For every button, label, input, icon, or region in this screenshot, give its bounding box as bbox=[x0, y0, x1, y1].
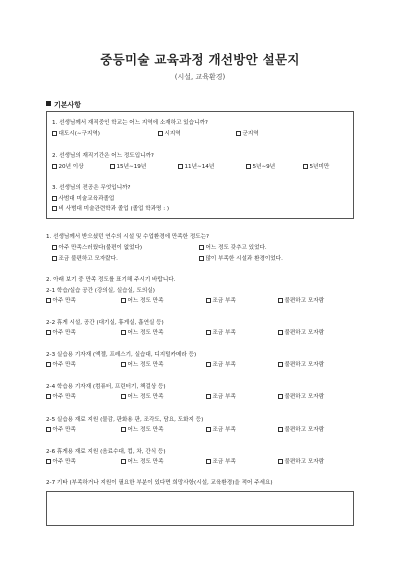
option-label: 아주 만족 bbox=[52, 459, 76, 465]
section-heading-label: 기본사항 bbox=[54, 101, 82, 109]
option-label: 사범대 미술교육과졸업 bbox=[58, 196, 115, 202]
checkbox[interactable] bbox=[46, 330, 51, 335]
checkbox[interactable] bbox=[278, 362, 283, 367]
checkbox[interactable] bbox=[121, 427, 126, 432]
option-label: 비 사범대 미술관련학과 졸업 (졸업 학과명 : ) bbox=[58, 206, 170, 212]
basic-q2-option-4[interactable] bbox=[246, 164, 275, 171]
option-label: 어느 정도 만족 bbox=[127, 362, 164, 368]
option-label: 아주 만족 bbox=[52, 427, 76, 433]
option-label: 불편하고 모자람 bbox=[284, 394, 325, 400]
q2-5-option-4[interactable] bbox=[278, 427, 324, 434]
option-label: 불편하고 모자람 bbox=[284, 362, 325, 368]
main-q2-text: 2. 아래 보기 중 만족 정도를 표기해 주시기 바랍니다. bbox=[46, 277, 176, 283]
option-label: 조금 부족 bbox=[212, 459, 236, 465]
q2-3-option-4[interactable] bbox=[278, 362, 324, 369]
checkbox[interactable] bbox=[110, 164, 115, 169]
main-q1-option-3[interactable] bbox=[52, 256, 118, 263]
q2-2-option-2[interactable] bbox=[121, 330, 163, 337]
checkbox[interactable] bbox=[46, 427, 51, 432]
option-label: 아주 만족 bbox=[52, 394, 76, 400]
checkbox[interactable] bbox=[278, 459, 283, 464]
option-label: 아주 만족 bbox=[52, 298, 76, 304]
checkbox[interactable] bbox=[206, 330, 211, 335]
main-q2-item-6: 2-6 휴게용 재료 지원 (음료수대, 컵, 차, 간식 등) bbox=[46, 449, 166, 455]
q2-4-option-2[interactable] bbox=[121, 394, 163, 401]
basic-q2-option-3[interactable] bbox=[178, 164, 214, 171]
q2-2-option-3[interactable] bbox=[206, 330, 236, 337]
option-label: 아주 만족 bbox=[52, 330, 76, 336]
feedback-textarea[interactable] bbox=[46, 491, 354, 526]
option-label: 불편하고 모자람 bbox=[284, 459, 325, 465]
main-q1-option-4[interactable] bbox=[199, 256, 283, 263]
option-label: 어느 정도 만족 bbox=[127, 394, 164, 400]
checkbox[interactable] bbox=[278, 427, 283, 432]
q2-1-option-1[interactable] bbox=[46, 298, 76, 305]
option-label: 불편하고 모자람 bbox=[284, 427, 325, 433]
checkbox[interactable] bbox=[236, 131, 241, 136]
basic-q3-option-2[interactable] bbox=[52, 206, 169, 213]
checkbox[interactable] bbox=[52, 245, 57, 250]
section-heading-basic bbox=[46, 100, 81, 110]
option-label: 조금 부족 bbox=[212, 427, 236, 433]
option-label: 5년미만 bbox=[309, 164, 330, 170]
option-label: 조금 부족 bbox=[212, 362, 236, 368]
checkbox[interactable] bbox=[206, 362, 211, 367]
q2-6-option-1[interactable] bbox=[46, 459, 76, 466]
main-q2-item-4: 2-4 학습용 기자재 (컴퓨터, 프린터기, 책걸상 등) bbox=[46, 384, 166, 390]
basic-q1-option-1[interactable] bbox=[52, 131, 100, 138]
checkbox[interactable] bbox=[52, 206, 57, 211]
checkbox[interactable] bbox=[199, 256, 204, 261]
checkbox[interactable] bbox=[121, 362, 126, 367]
q2-5-option-1[interactable] bbox=[46, 427, 76, 434]
option-label: 어느 정도 만족 bbox=[127, 330, 164, 336]
q2-6-option-3[interactable] bbox=[206, 459, 236, 466]
q2-6-option-4[interactable] bbox=[278, 459, 324, 466]
q2-5-option-2[interactable] bbox=[121, 427, 163, 434]
option-label: 15년∼19년 bbox=[116, 164, 147, 170]
q2-4-option-4[interactable] bbox=[278, 394, 324, 401]
basic-q3-text: 3. 선생님의 전공은 무엇입니까? bbox=[52, 185, 131, 191]
checkbox[interactable] bbox=[158, 131, 163, 136]
option-label: 11년∼14년 bbox=[184, 164, 215, 170]
checkbox[interactable] bbox=[278, 298, 283, 303]
option-label: 불편하고 모자람 bbox=[284, 330, 325, 336]
checkbox[interactable] bbox=[121, 298, 126, 303]
checkbox[interactable] bbox=[52, 256, 57, 261]
checkbox[interactable] bbox=[46, 394, 51, 399]
option-label: 군지역 bbox=[242, 131, 259, 137]
main-q2-item-3: 2-3 실습용 기자재 (액젤, 프레스기, 실습대, 디지털카메라 등) bbox=[46, 352, 197, 358]
page-title: 중등미술 교육과정 개선방안 설문지 bbox=[100, 52, 300, 67]
checkbox[interactable] bbox=[121, 459, 126, 464]
checkbox[interactable] bbox=[121, 394, 126, 399]
checkbox[interactable] bbox=[121, 330, 126, 335]
checkbox[interactable] bbox=[206, 394, 211, 399]
checkbox[interactable] bbox=[52, 164, 57, 169]
main-q2-item-5: 2-5 실습용 재료 지원 (물감, 판화용 판, 조각도, 담요, 도화지 등) bbox=[46, 417, 204, 423]
option-label: 어느 정도 만족 bbox=[127, 459, 164, 465]
q2-1-option-2[interactable] bbox=[121, 298, 163, 305]
main-q1-option-2[interactable] bbox=[199, 245, 267, 252]
main-q1-option-1[interactable] bbox=[52, 245, 142, 252]
checkbox[interactable] bbox=[278, 394, 283, 399]
square-bullet-icon bbox=[46, 101, 51, 106]
checkbox[interactable] bbox=[199, 245, 204, 250]
option-label: 시지역 bbox=[164, 131, 181, 137]
main-q2-item-2: 2-2 휴게 시설, 공간 (대기실, 휴게실, 흡연실 등) bbox=[46, 320, 164, 326]
option-label: 아주 만족 bbox=[52, 362, 76, 368]
option-label: 많이 부족한 시설과 환경이었다. bbox=[205, 256, 283, 262]
q2-2-option-4[interactable] bbox=[278, 330, 324, 337]
basic-q1-option-3[interactable] bbox=[236, 131, 259, 138]
main-q1-text: 1. 선생님께서 받으셨던 연수의 시설 및 수업환경에 만족한 정도는? bbox=[46, 234, 210, 240]
basic-q2-text: 2. 선생님의 재직기간은 어느 정도입니까? bbox=[52, 153, 154, 159]
checkbox[interactable] bbox=[52, 131, 57, 136]
q2-4-option-1[interactable] bbox=[46, 394, 76, 401]
page-subtitle: (시설, 교육환경) bbox=[174, 73, 226, 81]
checkbox[interactable] bbox=[178, 164, 183, 169]
checkbox[interactable] bbox=[303, 164, 308, 169]
option-label: 조금 불편하고 모자랐다. bbox=[58, 256, 118, 262]
option-label: 조금 부족 bbox=[212, 330, 236, 336]
option-label: 어느 정도 만족 bbox=[127, 427, 164, 433]
basic-q1-text: 1. 선생님께서 재직중인 학교는 어느 지역에 소재하고 있습니까? bbox=[52, 120, 208, 126]
checkbox[interactable] bbox=[246, 164, 251, 169]
basic-q2-option-5[interactable] bbox=[303, 164, 329, 171]
checkbox[interactable] bbox=[46, 362, 51, 367]
checkbox[interactable] bbox=[46, 298, 51, 303]
basic-q2-option-1[interactable] bbox=[52, 164, 84, 171]
q2-4-option-3[interactable] bbox=[206, 394, 236, 401]
checkbox[interactable] bbox=[206, 298, 211, 303]
q2-3-option-3[interactable] bbox=[206, 362, 236, 369]
q2-3-option-1[interactable] bbox=[46, 362, 76, 369]
basic-q2-option-2[interactable] bbox=[110, 164, 146, 171]
option-label: 아주 만족스러웠다(불편이 없었다) bbox=[58, 245, 143, 251]
checkbox[interactable] bbox=[46, 459, 51, 464]
q2-2-option-1[interactable] bbox=[46, 330, 76, 337]
checkbox[interactable] bbox=[206, 459, 211, 464]
basic-q1-option-2[interactable] bbox=[158, 131, 181, 138]
checkbox[interactable] bbox=[278, 330, 283, 335]
q2-1-option-3[interactable] bbox=[206, 298, 236, 305]
main-q2-item-7: 2-7 기타 (부족하거나 지원이 필요한 부분이 있다면 희망사항(시설, 교육환경)을 적어 주세요) bbox=[46, 480, 273, 486]
q2-1-option-4[interactable] bbox=[278, 298, 324, 305]
option-label: 조금 부족 bbox=[212, 298, 236, 304]
option-label: 20년 이상 bbox=[58, 164, 84, 170]
main-q2-item-1: 2-1 학습/실습 공간 (강의실, 실습실, 도의실) bbox=[46, 288, 155, 294]
checkbox[interactable] bbox=[52, 196, 57, 201]
option-label: 대도시(∼구지역) bbox=[58, 131, 100, 137]
q2-6-option-2[interactable] bbox=[121, 459, 163, 466]
basic-q3-option-1[interactable] bbox=[52, 196, 114, 203]
option-label: 어느 정도 만족 bbox=[127, 298, 164, 304]
q2-5-option-3[interactable] bbox=[206, 427, 236, 434]
option-label: 조금 부족 bbox=[212, 394, 236, 400]
q2-3-option-2[interactable] bbox=[121, 362, 163, 369]
option-label: 불편하고 모자람 bbox=[284, 298, 325, 304]
option-label: 어느 정도 갖추고 있었다. bbox=[205, 245, 267, 251]
option-label: 5년∼9년 bbox=[252, 164, 276, 170]
checkbox[interactable] bbox=[206, 427, 211, 432]
